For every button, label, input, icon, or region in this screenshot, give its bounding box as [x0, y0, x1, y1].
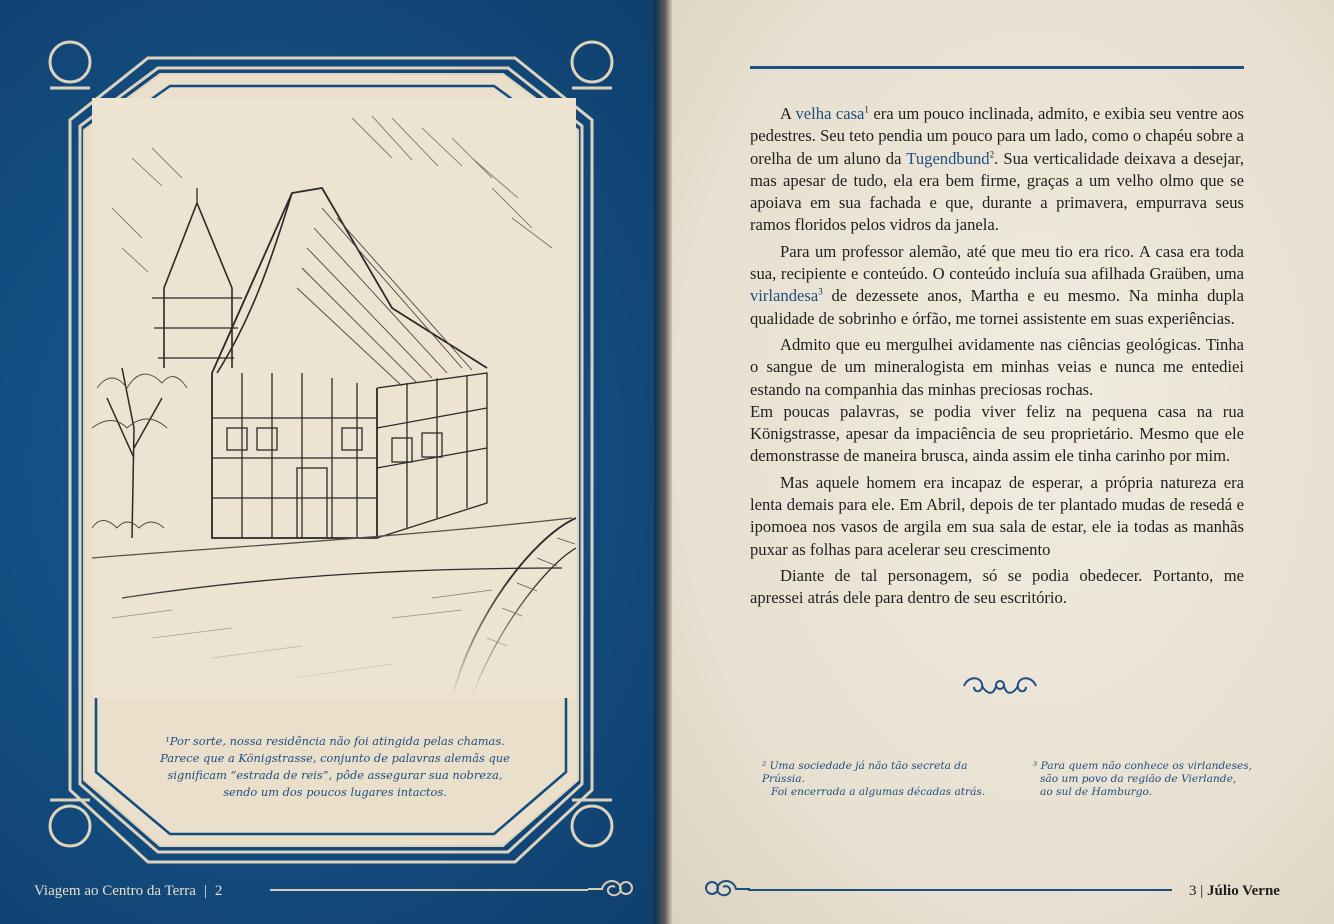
footer-separator: | — [1200, 883, 1204, 899]
swirl-ornament-icon — [962, 670, 1038, 702]
paragraph: Admito que eu mergulhei avidamente nas ciências geológicas. Tinha o sangue de um mineralogista em minhas veias e nunca me entediei estando na companhia das minhas preciosas rochas. — [750, 334, 1244, 399]
book-title: Viagem ao Centro da Terra — [34, 883, 196, 899]
caption-line: significam “estrada de reis”, pôde assegurar sua nobreza, — [167, 768, 503, 782]
body-text — [750, 103, 1244, 614]
caption-line: sendo um dos poucos lugares intactos. — [223, 785, 447, 799]
page-number: 3 — [1189, 883, 1197, 899]
paragraph — [750, 103, 1244, 237]
footnote-line: Foi encerrada a algumas décadas atrás. — [771, 786, 986, 798]
caption-line: Parece que a Königstrasse, conjunto de palavras alemãs que — [160, 751, 510, 765]
text-run: de dezessete anos, Martha e eu mesmo. Na minha dupla qualidade de sobrinho e órfão, me tornei assistente em suas experiências. — [750, 286, 1244, 328]
right-footer — [1189, 883, 1280, 900]
swirl-ornament-icon — [588, 874, 634, 902]
footer-rule — [270, 889, 588, 891]
text-run: Para um professor alemão, até que meu tio era rico. A casa era toda sua, recipiente e conteúdo. O conteúdo incluía sua afilhada Graüben, uma — [750, 241, 1244, 284]
text-run: era um pouco inclinada, admito, e exibia seu ventre aos pedestres. Seu teto pendia um pouco para um lado, como o chapéu sobre a orelha de um aluno da — [750, 104, 1245, 168]
paragraph: Em poucas palavras, se podia viver feliz na pequena casa na rua Königstrasse, apesar da impaciência de seu proprietário. Mesmo que ele demonstrasse de maneira brusca, ainda assim ele tinha carinho por mim. — [750, 401, 1244, 466]
swirl-ornament-icon — [704, 874, 750, 902]
highlight-virlandesa: virlandesa — [750, 286, 819, 306]
footnote-line: são um povo da região de Vierlande, — [1040, 773, 1237, 785]
text-run: A — [780, 104, 796, 123]
paragraph: Diante de tal personagem, só se podia obedecer. Portanto, me apressei atrás dele para dentro de seu escritório. — [750, 565, 1244, 608]
author-name: Júlio Verne — [1207, 883, 1280, 899]
footnote-line: Uma sociedade já não tão secreta da Prússia. — [762, 760, 968, 785]
house-illustration — [92, 98, 576, 698]
text-run: . Sua verticalidade deixava a desejar, mas apesar de tudo, ela era bem firme, graças a um velho olmo que se apoiava em sua fachada e que, durante a primavera, empurrava seus ramos floridos pelos vidros da janela. — [750, 148, 1244, 235]
footnote-3 — [1033, 760, 1263, 799]
footer-separator: | — [203, 883, 207, 899]
footer-rule — [748, 889, 1172, 891]
highlight-tugendbund: Tugendbund — [906, 148, 990, 168]
top-rule — [750, 66, 1244, 69]
book-spine — [654, 0, 672, 924]
footnote-ref: 3 — [818, 286, 823, 297]
footnote-line: Para quem não conhece os virlandeses, — [1040, 760, 1253, 772]
paragraph: Mas aquele homem era incapaz de esperar, a própria natureza era lenta demais para ele. Em Abril, depois de ter plantado mudas de resedá e ipomoea nos vasos de argila em sua sala de estar, ele ia todas as manhãs puxar as folhas para acelerar seu crescimento — [750, 472, 1244, 559]
footnote-ref: 2 — [989, 149, 995, 160]
page-number: 2 — [214, 883, 223, 899]
footnote-line: ao sul de Hamburgo. — [1040, 786, 1153, 798]
footnote-mark: ² — [762, 760, 767, 772]
footnote-mark: ³ — [1033, 760, 1038, 772]
left-footer — [30, 883, 226, 900]
footnote-ref: 1 — [864, 104, 869, 115]
highlight-velha-casa: velha casa — [795, 104, 865, 123]
illustration-caption — [150, 733, 520, 801]
paragraph — [750, 241, 1244, 330]
caption-line: ¹Por sorte, nossa residência não foi atingida pelas chamas. — [165, 734, 505, 748]
footnote-2 — [762, 760, 1012, 799]
